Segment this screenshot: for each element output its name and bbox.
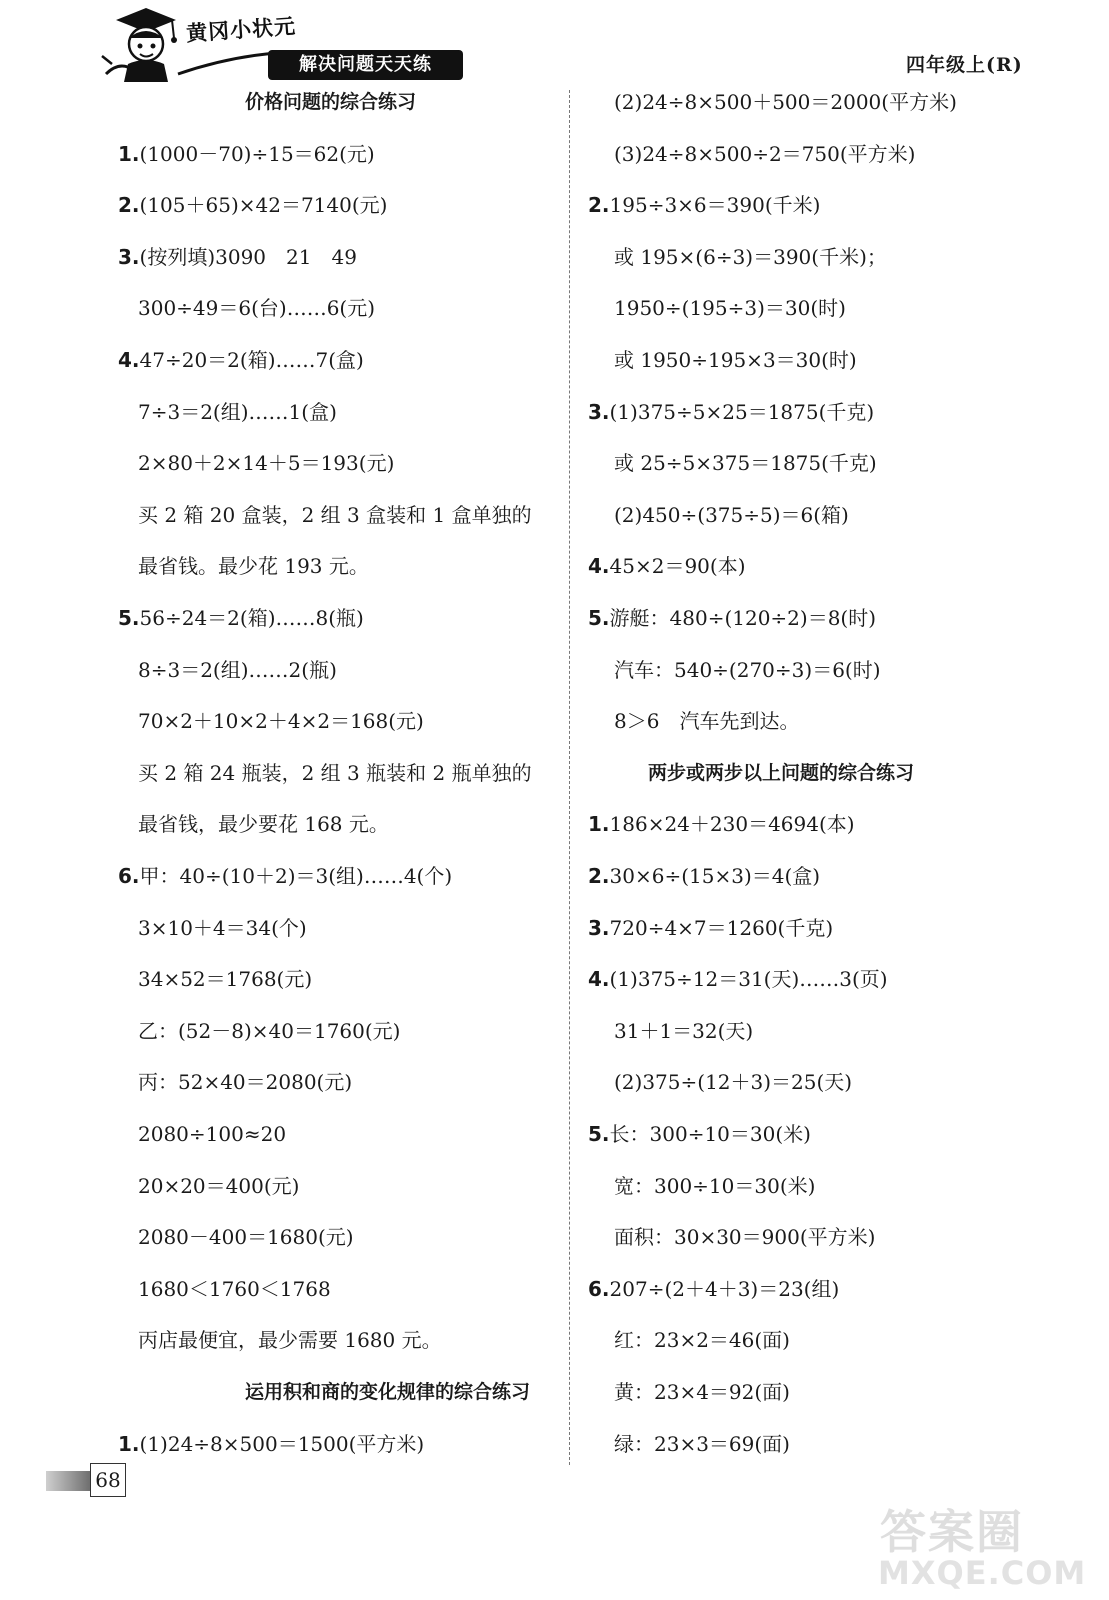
answer-text: 30×6÷(15×3)＝4(盒) [609,864,821,888]
question-number: 5. [118,606,140,630]
page-footer [40,1460,130,1500]
answer-line: 面积：30×30＝900(平方米) [614,1225,876,1250]
answer-text: 45×2＝90(本) [609,554,746,579]
question-item [588,1275,839,1303]
answer-line: 7÷3＝2(组)……1(盒) [138,399,337,424]
question-item [588,1120,811,1148]
answer-line: 8÷3＝2(组)……2(瓶) [138,657,337,682]
section-heading: 两步或两步以上问题的综合练习 [648,761,915,784]
question-item [118,1430,424,1458]
answer-line: 丙店最便宜，最少需要 1680 元。 [138,1328,442,1353]
answer-line: 或 1950÷195×3＝30(时) [614,348,857,372]
answer-line: (2)450÷(375÷5)＝6(箱) [614,502,849,527]
answer-line: 31＋1＝32(天) [614,1018,754,1043]
answer-text: (按列填)3090 21 49 [139,244,357,269]
answer-text: 720÷4×7＝1260(千克) [609,915,834,940]
answer-text: 207÷(2＋4＋3)＝23(组) [609,1276,840,1301]
question-number: 2. [588,864,610,888]
answer-line: 70×2＋10×2＋4×2＝168(元) [138,709,424,734]
answer-line: 2080－400＝1680(元) [138,1225,354,1250]
answer-line: 1680＜1760＜1768 [138,1276,331,1301]
answer-line: 宽：300÷10＝30(米) [614,1173,816,1198]
question-item [588,862,820,890]
answer-line: 最省钱。最少花 193 元。 [138,554,369,579]
column-divider [569,90,570,1465]
page-number: 68 [90,1463,126,1497]
answer-line: 汽车：540÷(270÷3)＝6(时) [614,657,881,682]
answer-text: (1000－70)÷15＝62(元) [139,141,375,166]
watermark-title: 答案圈 [880,1505,1024,1559]
series-title: 解决问题天天练 [268,50,463,80]
answer-text: (1)375÷5×25＝1875(千克) [609,399,875,424]
question-number: 1. [118,141,140,166]
brand-name: 黄冈小状元 [185,14,297,46]
section-heading: 价格问题的综合练习 [245,91,417,113]
question-number: 5. [588,1122,610,1146]
question-number: 4. [118,348,140,372]
question-item [118,243,357,271]
question-number: 3. [588,399,610,424]
answer-text: 186×24＋230＝4694(本) [609,812,855,837]
answer-line: 或 195×(6÷3)＝390(千米)； [614,244,887,269]
page-marker [46,1471,90,1491]
question-number: 4. [588,967,610,992]
question-item [588,914,833,942]
question-item [588,191,820,219]
question-number: 1. [118,1431,140,1456]
section-heading: 运用积和商的变化规律的综合练习 [245,1381,531,1403]
answer-text: (1)24÷8×500＝1500(平方米) [139,1431,425,1456]
question-item [118,604,364,632]
question-item [588,552,746,580]
answer-line: 红：23×2＝46(面) [614,1328,790,1353]
question-number: 1. [588,812,610,837]
answer-line: 丙：52×40＝2080(元) [138,1070,353,1095]
question-item [588,965,888,993]
question-item [588,604,876,632]
answer-text: (1)375÷12＝31(天)……3(页) [609,967,888,992]
scholar-mascot-icon [98,4,188,84]
answer-text: 56÷24＝2(箱)……8(瓶) [139,606,364,630]
question-number: 4. [588,554,610,579]
answer-line: 2080÷100≈20 [138,1122,287,1146]
question-item [588,398,874,426]
answer-text: 195÷3×6＝390(千米) [609,193,821,218]
question-item [588,810,855,838]
answer-line: (3)24÷8×500÷2＝750(平方米) [614,141,916,166]
question-number: 3. [588,915,610,940]
question-number: 6. [118,864,140,888]
answer-line: 20×20＝400(元) [138,1173,300,1198]
question-number: 2. [118,193,140,218]
question-item [118,140,375,168]
watermark [870,1496,1100,1596]
answer-line: 乙：(52－8)×40＝1760(元) [138,1018,401,1043]
answer-line: 买 2 箱 24 瓶装，2 组 3 瓶装和 2 瓶单独的 [138,760,532,785]
question-number: 2. [588,193,610,218]
answer-line: 或 25÷5×375＝1875(千克) [614,451,877,476]
answer-text: 甲：40÷(10＋2)＝3(组)……4(个) [139,864,453,888]
answer-line: 3×10＋4＝34(个) [138,915,307,940]
page-header [0,0,1109,90]
grade-label: 四年级上(R) [906,54,1023,76]
question-item [118,862,452,890]
answer-line: 最省钱，最少要花 168 元。 [138,812,389,837]
answer-line: 300÷49＝6(台)……6(元) [138,296,376,321]
answer-line: 1950÷(195÷3)＝30(时) [614,296,846,321]
answer-text: 47÷20＝2(箱)……7(盒) [139,348,364,372]
answer-line: 34×52＝1768(元) [138,967,313,992]
answer-text: (105＋65)×42＝7140(元) [139,193,388,218]
answer-line: 2×80＋2×14＋5＝193(元) [138,451,395,476]
answer-line: 黄：23×4＝92(面) [614,1380,790,1404]
series-logo [98,4,468,82]
answer-line: 绿：23×3＝69(面) [614,1431,790,1456]
question-item [118,346,364,374]
question-item [118,191,387,219]
watermark-url: MXQE.COM [878,1554,1087,1592]
question-number: 5. [588,606,610,630]
answer-line: (2)24÷8×500＋500＝2000(平方米) [614,90,957,114]
answer-line: 买 2 箱 20 盒装，2 组 3 盒装和 1 盒单独的 [138,502,532,527]
answer-line: 8＞6 汽车先到达。 [614,709,800,734]
answer-text: 游艇：480÷(120÷2)＝8(时) [609,606,877,630]
answer-text: 长：300÷10＝30(米) [609,1122,811,1146]
question-number: 3. [118,244,140,269]
question-number: 6. [588,1276,610,1301]
answer-line: (2)375÷(12＋3)＝25(天) [614,1070,853,1095]
